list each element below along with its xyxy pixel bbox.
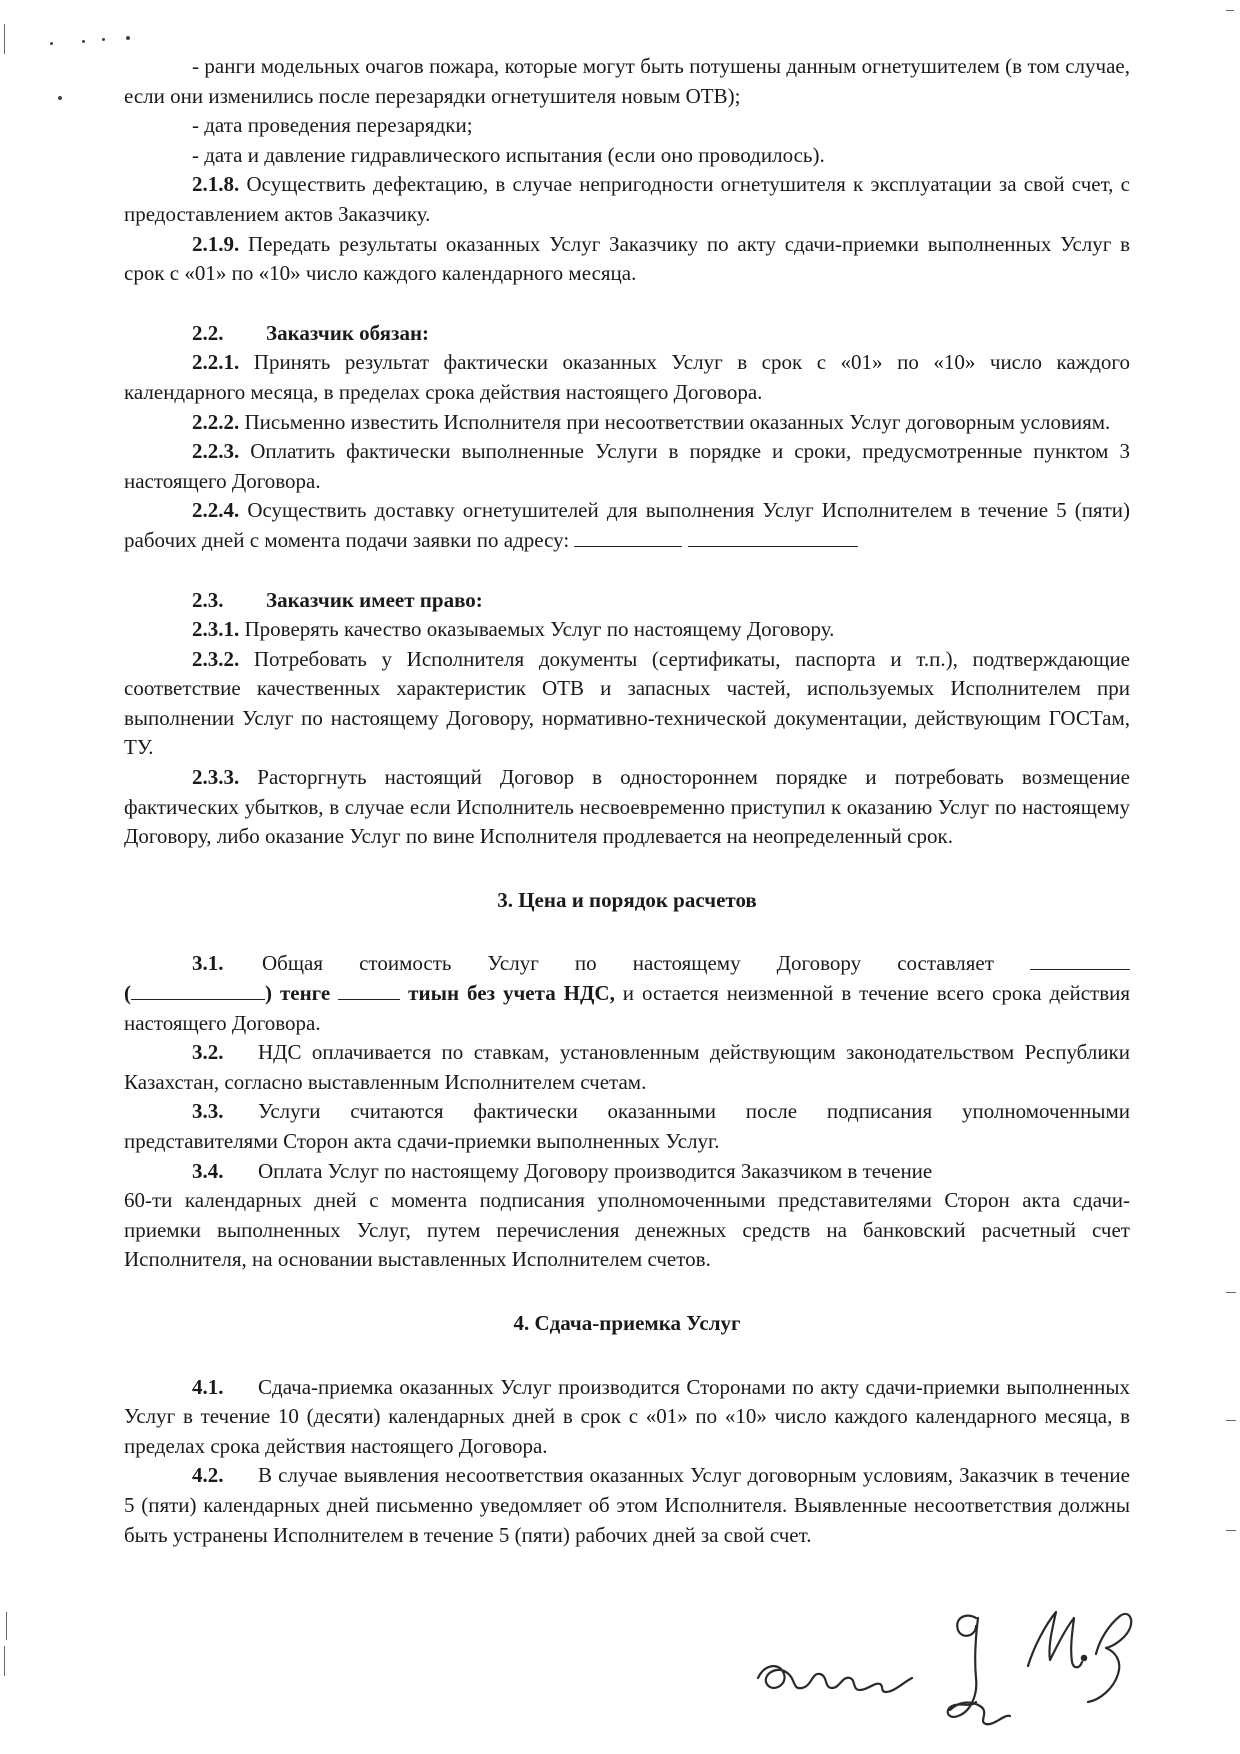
scan-speck	[102, 38, 105, 41]
clause-3-1-line-1	[124, 949, 1130, 979]
section-2-2-heading	[124, 319, 1130, 349]
clause-text: Потребовать у Исполнителя документы (сертификаты, паспорта и т.п.), подтверждающие соответствие качественных характеристик ОТВ и запасных частей, используемых Исполнителем при выполнении Услуг по настоящему Договору, нормативно-технической документации, действующим ГОСТам, ТУ.	[124, 646, 1130, 760]
clause-number: 2.2.2.	[192, 409, 240, 434]
clause-text: Оплата Услуг по настоящему Договору производится Заказчиком в течение	[258, 1158, 933, 1183]
left-margin-mark	[4, 1646, 5, 1676]
clause-number: 3.2.	[192, 1040, 224, 1065]
scan-speck	[58, 96, 62, 100]
price-tenge: ) тенге	[265, 981, 331, 1006]
section-number: 2.2.	[192, 320, 224, 345]
price-words-blank	[131, 981, 265, 1000]
scan-speck	[50, 42, 53, 45]
clause-number: 3.1.	[192, 951, 224, 976]
left-margin-mark	[4, 24, 5, 54]
section-number: 2.3.	[192, 587, 224, 612]
clause-2-2-1	[124, 348, 1130, 407]
clause-2-1-8	[124, 170, 1130, 229]
clause-text: Осуществить дефектацию, в случае непригодности огнетушителя к эксплуатации за свой счет, с предоставлением актов Заказчику.	[124, 172, 1130, 226]
address-blank	[688, 528, 858, 547]
clause-text: НДС оплачивается по ставкам, установленным действующим законодательством Республики Казахстан, согласно выставленным Исполнителем счетам.	[124, 1040, 1130, 1094]
clause-number: 2.3.2.	[192, 646, 240, 671]
clause-number: 2.1.9.	[192, 231, 240, 256]
right-margin-mark	[1226, 1292, 1236, 1293]
signature-initials	[728, 1578, 1208, 1748]
clause-text: В случае выявления несоответствия оказанных Услуг договорным условиям, Заказчик в течение 5 (пяти) календарных дней письменно уведомляет об этом Исполнителя. Выявленные несоответствия должны быть устранены Исполнителем в течение 5 (пяти) рабочих дней за свой счет.	[124, 1463, 1130, 1547]
clause-text: Принять результат фактически оказанных Услуг в срок с «01» по «10» число каждого календарного месяца, в пределах срока действия настоящего Договора.	[124, 350, 1130, 404]
clause-3-2	[124, 1038, 1130, 1097]
section-3-title: 3. Цена и порядок расчетов	[497, 887, 757, 912]
scan-speck	[126, 36, 130, 40]
clause-text: Письменно известить Исполнителя при несоответствии оказанных Услуг договорным условиям.	[239, 409, 1111, 434]
scan-speck	[82, 40, 85, 43]
section-4-title: 4. Сдача-приемка Услуг	[513, 1310, 741, 1335]
right-margin-mark	[1226, 10, 1234, 11]
clause-text: Расторгнуть настоящий Договор в одностороннем порядке и потребовать возмещение фактических убытков, в случае если Исполнитель несвоевременно приступил к оказанию Услуг по настоящему Договору, либо оказание Услуг по вине Исполнителя продлевается на неопределенный срок.	[124, 765, 1130, 849]
paragraph-date-recharge: - дата проведения перезарядки;	[192, 113, 473, 138]
clause-number: 2.3.1.	[192, 617, 240, 642]
paragraph-date-pressure: - дата и давление гидравлического испытания (если оно проводилось).	[192, 142, 825, 167]
clause-number: 2.2.4.	[192, 498, 240, 523]
clause-number: 2.2.3.	[192, 439, 240, 464]
clause-number: 3.4.	[192, 1158, 224, 1183]
section-title: Заказчик имеет право:	[266, 587, 483, 612]
clause-number: 2.2.1.	[192, 350, 240, 375]
clause-2-3-3	[124, 763, 1130, 852]
clause-text: Оплатить фактически выполненные Услуги в порядке и сроки, предусмотренные пунктом 3 настоящего Договора.	[124, 439, 1130, 493]
clause-number: 3.3.	[192, 1099, 224, 1124]
clause-text: Сдача-приемка оказанных Услуг производится Сторонами по акту сдачи-приемки выполненных Услуг в течение 10 (десяти) календарных дней в срок с «01» по «10» число каждого календарного месяца, в пределах срока действия настоящего Договора.	[124, 1374, 1130, 1458]
clause-number: 4.1.	[192, 1374, 224, 1399]
clause-2-2-3	[124, 437, 1130, 496]
paragraph-ranks: - ранги модельных очагов пожара, которые могут быть потушены данным огнетушителем (в том случае, если они изменились после перезарядки огнетушителя новым ОТВ);	[124, 54, 1130, 108]
clause-text: Услуги считаются фактически оказанными после подписания уполномоченными представителями Сторон акта сдачи-приемки выполненных Услуг.	[124, 1099, 1130, 1153]
section-title: Заказчик обязан:	[266, 320, 430, 345]
clause-text: Проверять качество оказываемых Услуг по настоящему Договору.	[239, 617, 835, 642]
clause-number: 2.3.3.	[192, 765, 240, 790]
right-margin-mark	[1226, 1420, 1236, 1421]
clause-text: Передать результаты оказанных Услуг Заказчику по акту сдачи-приемки выполненных Услуг в срок с «01» по «10» число каждого календарного месяца.	[124, 231, 1130, 286]
clause-2-2-4	[124, 496, 1130, 555]
price-open-paren: (	[124, 981, 131, 1006]
clause-text: Общая стоимость Услуг по настоящему Договору составляет	[262, 951, 994, 976]
clause-3-1-line-2	[124, 979, 1130, 1038]
clause-2-1-9	[124, 230, 1130, 289]
clause-4-2	[124, 1461, 1130, 1550]
clause-3-4-rest: 60-ти календарных дней с момента подписания уполномоченными представителями Сторон акта сдачи-приемки выполненных Услуг, путем перечисления денежных средств на банковский расчетный счет Исполнителя, на основании выставленных Исполнителем счетов.	[124, 1188, 1130, 1272]
clause-2-3-1	[124, 615, 1130, 645]
clause-number: 2.1.8.	[192, 172, 240, 197]
clause-2-2-2	[124, 408, 1130, 438]
clause-4-1	[124, 1373, 1130, 1462]
document-body	[124, 52, 1130, 1550]
clause-2-3-2	[124, 645, 1130, 763]
price-tiyn: тиын без учета НДС,	[408, 981, 615, 1006]
clause-3-4-line-1	[124, 1157, 1130, 1187]
right-margin-mark	[1226, 1530, 1236, 1531]
clause-text: и остается неизменной в течение всего срока действия настоящего Договора.	[124, 981, 1131, 1035]
section-2-3-heading	[124, 586, 1130, 616]
price-blank	[1030, 951, 1130, 970]
clause-text: Осуществить доставку огнетушителей для выполнения Услуг Исполнителем в течение 5 (пяти) рабочих дней с момента подачи заявки по адресу:	[124, 498, 1130, 552]
address-blank	[574, 528, 682, 547]
clause-number: 4.2.	[192, 1463, 224, 1488]
tiyn-blank	[338, 981, 400, 1000]
left-margin-mark	[6, 1612, 7, 1640]
clause-3-3	[124, 1097, 1130, 1156]
